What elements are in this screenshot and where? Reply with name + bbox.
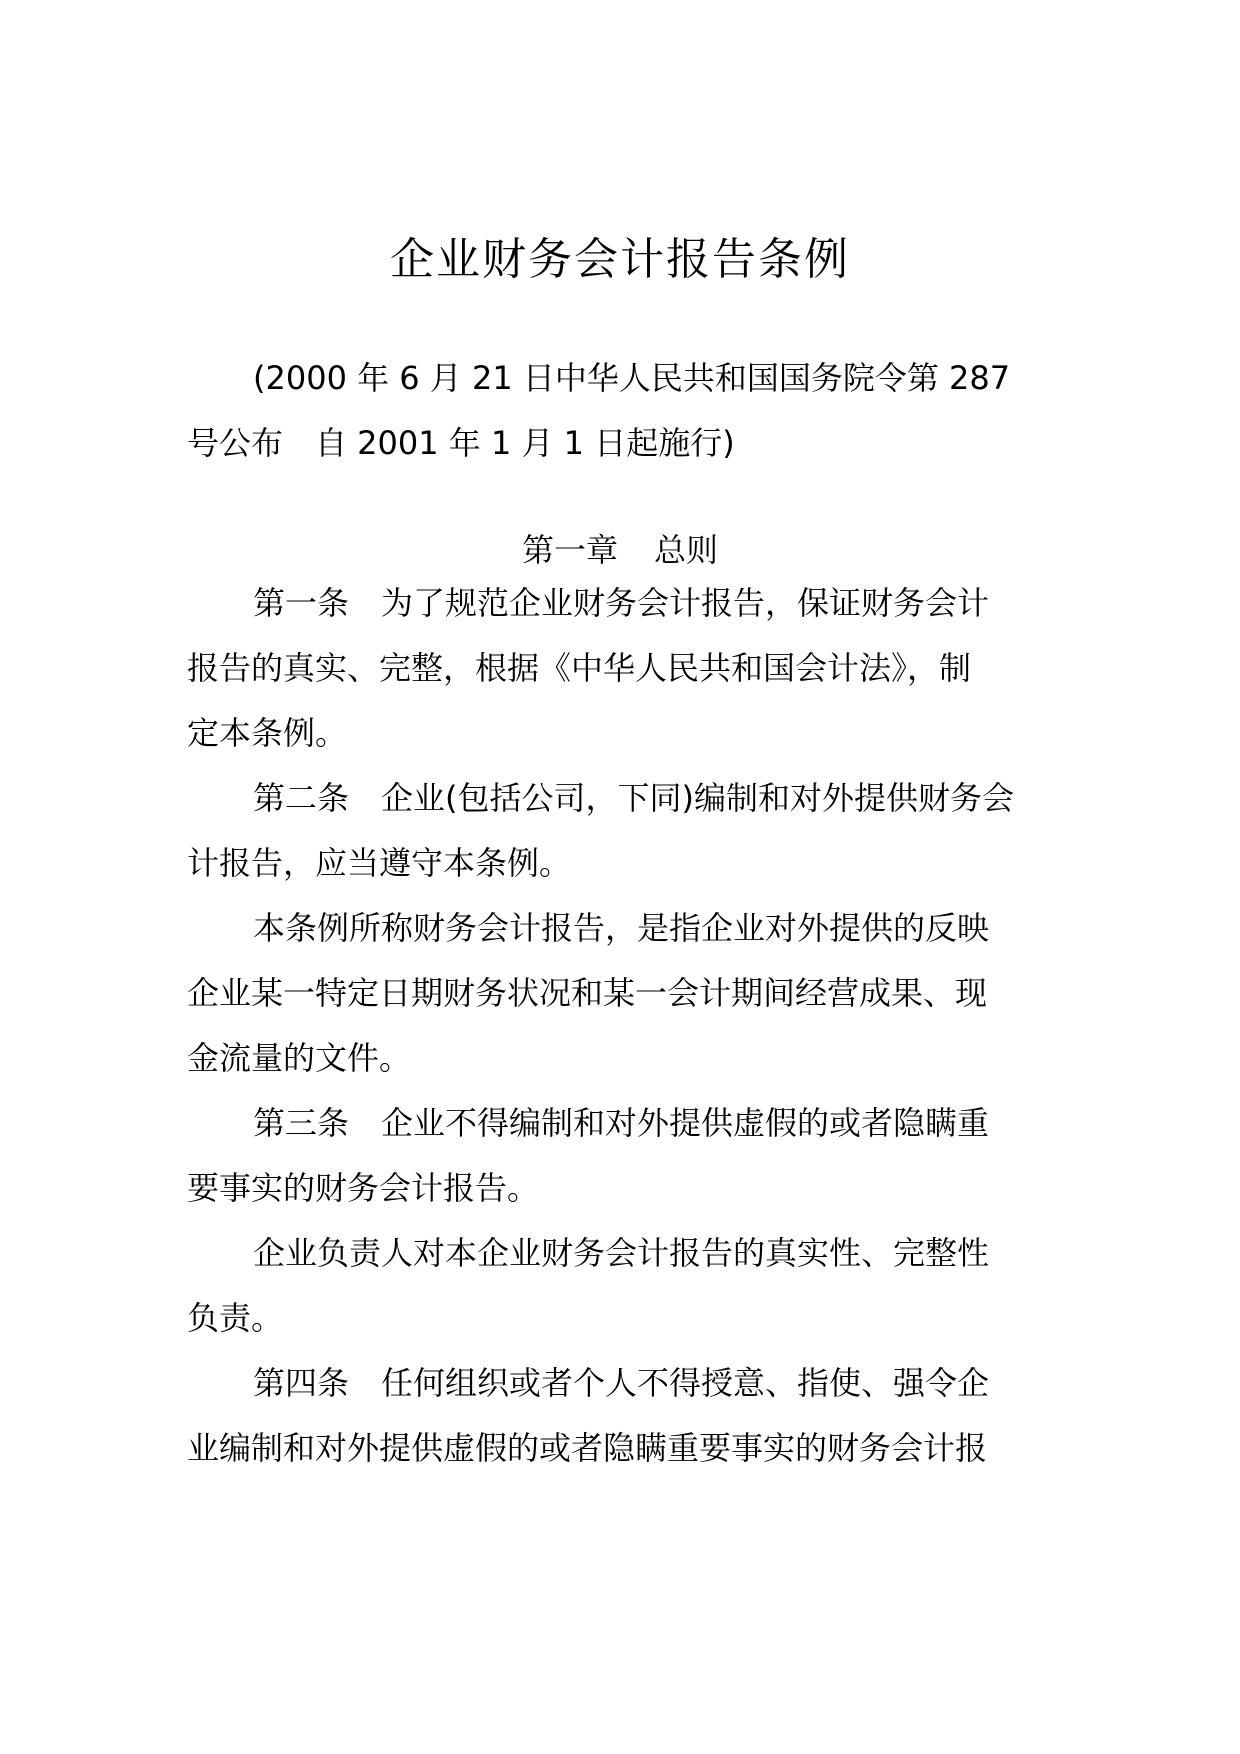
chapter-name: 总则 — [654, 531, 719, 569]
paragraph-line: 第二条 企业(包括公司，下同)编制和对外提供财务会 — [253, 779, 1014, 817]
paragraph-article-4 — [187, 1351, 1057, 1481]
paragraph-line: 第四条 任何组织或者个人不得授意、指使、强令企 — [253, 1364, 990, 1402]
paragraph-line: 第三条 企业不得编制和对外提供虚假的或者隐瞒重 — [253, 1104, 990, 1142]
paragraph-article-2-definition — [187, 896, 1057, 1091]
paragraph-article-3-responsibility — [187, 1221, 1057, 1351]
promulgation-line-1: (2000 年 6 月 21 日中华人民共和国国务院令第 287 — [253, 359, 1011, 397]
articles — [187, 571, 1057, 1481]
document-title: 企业财务会计报告条例 — [390, 234, 850, 285]
paragraph-line: 报告的真实、完整，根据《中华人民共和国会计法》，制 — [187, 649, 972, 687]
promulgation-line-2: 号公布 自 2001 年 1 月 1 日起施行) — [187, 424, 735, 462]
paragraph-article-1 — [187, 571, 1057, 766]
paragraph-line: 定本条例。 — [187, 714, 348, 752]
paragraph-line: 第一条 为了规范企业财务会计报告，保证财务会计 — [253, 584, 990, 622]
paragraph-line: 要事实的财务会计报告。 — [187, 1169, 540, 1207]
paragraph-line: 本条例所称财务会计报告，是指企业对外提供的反映 — [253, 909, 990, 947]
promulgation-note — [187, 346, 1057, 476]
paragraph-line: 业编制和对外提供虚假的或者隐瞒重要事实的财务会计报 — [187, 1429, 988, 1467]
paragraph-line: 计报告，应当遵守本条例。 — [187, 844, 572, 882]
paragraph-article-3 — [187, 1091, 1057, 1221]
paragraph-line: 企业负责人对本企业财务会计报告的真实性、完整性 — [253, 1234, 990, 1272]
paragraph-article-2 — [187, 766, 1057, 896]
paragraph-line: 负责。 — [187, 1299, 284, 1337]
paragraph-line: 企业某一特定日期财务状况和某一会计期间经营成果、现 — [187, 974, 988, 1012]
chapter-number: 第一章 — [521, 531, 618, 569]
paragraph-line: 金流量的文件。 — [187, 1039, 412, 1077]
